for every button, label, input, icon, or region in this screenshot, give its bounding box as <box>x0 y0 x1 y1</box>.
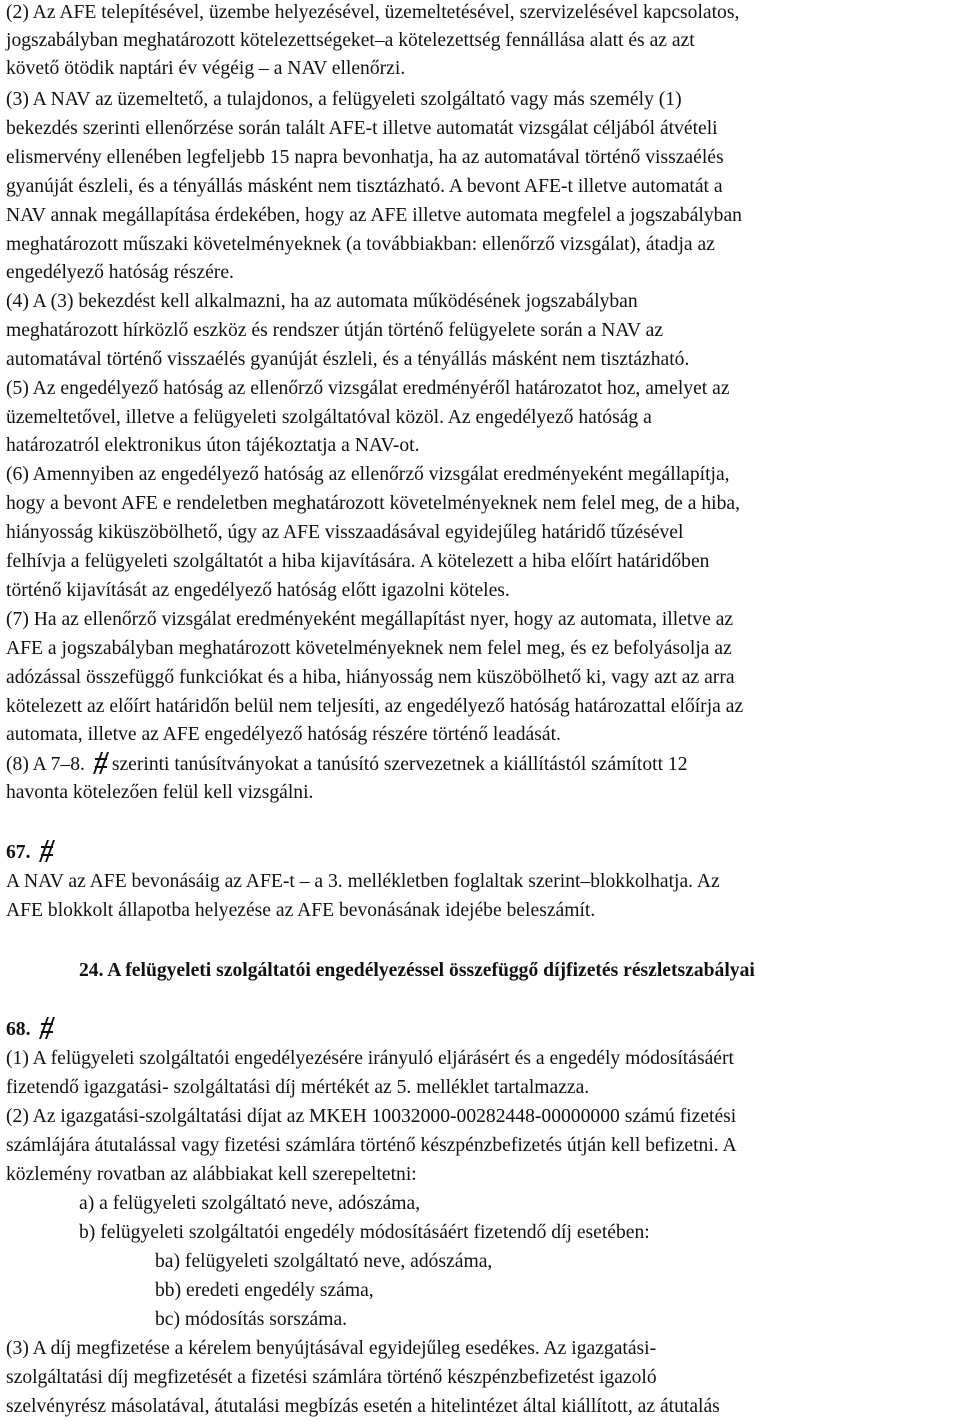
text-line: A NAV az AFE bevonásáig az AFE-t – a 3. mellékletben foglaltak szerint–blokkolhatja. Az <box>6 871 720 892</box>
text-line: hogy a bevont AFE e rendeletben meghatározott követelményeknek nem felel meg, de a hiba, <box>6 493 740 514</box>
sub-list-item: bb) eredeti engedély száma, <box>155 1280 374 1301</box>
text-line: felhívja a felügyeleti szolgáltatót a hiba kijavítására. A kötelezett a hiba előírt határidőben <box>6 551 710 572</box>
text-line: jogszabályban meghatározott kötelezettségeket–a kötelezettség fennállása alatt és az azt <box>6 30 695 51</box>
chapter-heading: 24. A felügyeleti szolgáltatói engedélyezéssel összefüggő díjfizetés részletszabályai <box>79 960 755 981</box>
section-68-heading <box>6 1017 53 1043</box>
text-line: (5) Az engedélyező hatóság az ellenőrző vizsgálat eredményéről határozatot hoz, amelyet az <box>6 378 730 399</box>
sub-list-item: bc) módosítás sorszáma. <box>155 1309 348 1330</box>
text-line: követő ötödik naptári év végéig – a NAV ellenőrzi. <box>6 58 406 79</box>
text-line: meghatározott műszaki követelményeknek (a továbbiakban: ellenőrző vizsgálat), átadja az <box>6 234 715 255</box>
section-sign-icon <box>41 1017 53 1039</box>
text-line: fizetendő igazgatási- szolgáltatási díj mértékét az 5. melléklet tartalmazza. <box>6 1077 590 1098</box>
text-line: számlájára átutalással vagy fizetési számlára történő készpénzbefizetés útján kell befizetni. A <box>6 1135 737 1156</box>
text-line: hiányosság kiküszöbölhető, úgy az AFE visszaadásával egyidejűleg határidő tűzésével <box>6 522 684 543</box>
text-line: (3) A NAV az üzemeltető, a tulajdonos, a felügyeleti szolgáltató vagy más személy (1) <box>6 89 682 110</box>
text-line: (7) Ha az ellenőrző vizsgálat eredményeként megállapítást nyer, hogy az automata, illetve az <box>6 609 734 630</box>
text-line: automata, illetve az AFE engedélyező hatóság részére történő leadását. <box>6 724 561 745</box>
text-line: (2) Az igazgatási-szolgáltatási díjat az MKEH 10032000-00282448-00000000 számú fizetési <box>6 1106 737 1127</box>
text-line: (1) A felügyeleti szolgáltatói engedélyezésére irányuló eljárásért és a engedély módosításáért <box>6 1048 734 1069</box>
text-line: NAV annak megállapítása érdekében, hogy az AFE illetve automata megfelel a jogszabályban <box>6 205 742 226</box>
sub-list-item: ba) felügyeleti szolgáltató neve, adószáma, <box>155 1251 493 1272</box>
text-line: meghatározott hírközlő eszköz és rendszer útján történő felügyelete során a NAV az <box>6 320 664 341</box>
list-item: b) felügyeleti szolgáltatói engedély módosításáért fizetendő díj esetében: <box>79 1222 650 1243</box>
text-line: havonta kötelezően felül kell vizsgálni. <box>6 782 314 803</box>
text-line: közlemény rovatban az alábbiakat kell szerepeltetni: <box>6 1164 417 1185</box>
text-line: bekezdés szerinti ellenőrzése során talált AFE-t illetve automatát vizsgálat céljából átvételi <box>6 118 718 139</box>
text-fragment: (8) A 7–8. <box>6 754 85 775</box>
text-line: üzemeltetővel, illetve a felügyeleti szolgáltatóval közöl. Az engedélyező hatóság a <box>6 407 652 428</box>
section-67-heading <box>6 840 53 866</box>
text-line: AFE a jogszabályban meghatározott követelményeknek nem felel meg, és ez befolyásolja az <box>6 638 732 659</box>
text-line: kötelezett az előírt határidőn belül nem teljesíti, az engedélyező hatóság határozattal előírja az <box>6 696 744 717</box>
text-line: engedélyező hatóság részére. <box>6 262 234 283</box>
text-line: szelvényrész másolatával, átutalási megbízás esetén a hitelintézet által kiállított, az átutalás <box>6 1396 720 1417</box>
text-line: adózással összefüggő funkciókat és a hiba, hiányosság nem küszöbölhető ki, vagy azt az arra <box>6 667 735 688</box>
text-line: határozatról elektronikus úton tájékoztatja a NAV-ot. <box>6 435 420 456</box>
text-line: (3) A díj megfizetése a kérelem benyújtásával egyidejűleg esedékes. Az igazgatási- <box>6 1338 657 1359</box>
section-number: 67. <box>6 842 31 863</box>
text-fragment: szerinti tanúsítványokat a tanúsító szervezetnek a kiállítástól számított 12 <box>111 754 688 775</box>
text-line: (2) Az AFE telepítésével, üzembe helyezésével, üzemeltetésével, szervizelésével kapcsolatos, <box>6 2 740 23</box>
text-line: (4) A (3) bekezdést kell alkalmazni, ha az automata működésének jogszabályban <box>6 291 638 312</box>
text-line: (6) Amennyiben az engedélyező hatóság az ellenőrző vizsgálat eredményeként megállapítja, <box>6 464 730 485</box>
text-line: AFE blokkolt állapotba helyezése az AFE bevonásának idejébe beleszámít. <box>6 900 596 921</box>
list-item: a) a felügyeleti szolgáltató neve, adószáma, <box>79 1193 421 1214</box>
section-sign-icon <box>95 752 107 774</box>
section-number: 68. <box>6 1019 31 1040</box>
text-line: szolgáltatási díj megfizetését a fizetési számlára történő készpénzbefizetést igazoló <box>6 1367 657 1388</box>
text-line: elismervény ellenében legfeljebb 15 napra bevonhatja, ha az automatával történő visszaélés <box>6 147 724 168</box>
text-line: történő kijavítását az engedélyező hatóság előtt igazolni köteles. <box>6 580 510 601</box>
text-line-with-section-sign <box>6 752 688 778</box>
section-sign-icon <box>41 840 53 862</box>
text-line: gyanúját észleli, és a tényállás másként nem tisztázható. A bevont AFE-t illetve automatát a <box>6 176 723 197</box>
text-line: automatával történő visszaélés gyanúját észleli, és a tényállás másként nem tisztázható. <box>6 349 690 370</box>
